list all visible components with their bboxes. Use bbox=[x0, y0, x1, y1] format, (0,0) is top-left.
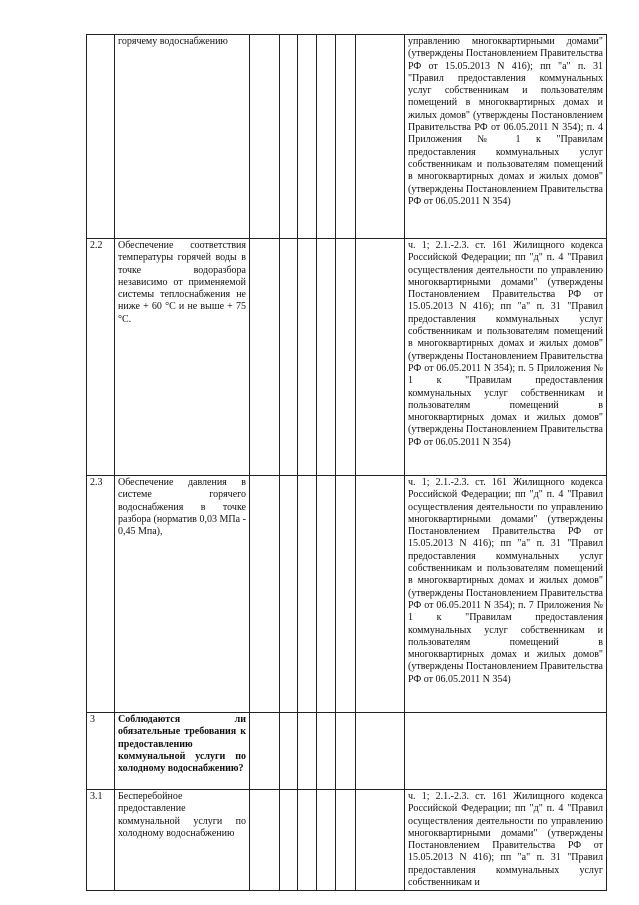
comment-cell bbox=[356, 476, 405, 713]
legal-reference bbox=[405, 713, 607, 790]
answer-cell-no bbox=[280, 35, 298, 239]
answer-cell-4 bbox=[317, 790, 336, 891]
answer-cell-na bbox=[298, 713, 317, 790]
checklist-table bbox=[86, 34, 607, 891]
row-number: 3.1 bbox=[87, 790, 115, 891]
answer-cell-yes bbox=[250, 35, 280, 239]
legal-reference: ч. 1; 2.1.-2.3. ст. 161 Жилищного кодекса Российской Федерации; пп "д" п. 4 "Правил осуществления деятельности по управлению многоквартирными домами" (утверждены Постановлением Правительства РФ от 15.05.2013 N 416); пп "а" п. 31 "Правил предоставления коммунальных услуг собственникам и пользователям помещений в многоквартирных домах и жилых домов" (утверждены Постановлением Правительства РФ от 06.05.2011 N 354); п. 7 Приложения № 1 к "Правилам предоставления коммунальных услуг собственникам и пользователям помещений в многоквартирных домах и жилых домов" (утверждены Постановлением Правительства РФ от 06.05.2011 N 354) bbox=[405, 476, 607, 713]
answer-cell-na bbox=[298, 35, 317, 239]
table-row-section bbox=[87, 713, 607, 790]
answer-cell-yes bbox=[250, 239, 280, 476]
row-number: 2.2 bbox=[87, 239, 115, 476]
requirement-text: Обеспечение соответствия температуры горячей воды в точке водоразбора независимо от применяемой системы теплоснабжения не ниже + 60 °С и не выше + 75 °С. bbox=[115, 239, 250, 476]
answer-cell-yes bbox=[250, 476, 280, 713]
answer-cell-no bbox=[280, 790, 298, 891]
requirement-text: горячему водоснабжению bbox=[115, 35, 250, 239]
answer-cell-5 bbox=[336, 713, 356, 790]
answer-cell-yes bbox=[250, 790, 280, 891]
row-number: 2.3 bbox=[87, 476, 115, 713]
answer-cell-no bbox=[280, 239, 298, 476]
comment-cell bbox=[356, 790, 405, 891]
answer-cell-5 bbox=[336, 790, 356, 891]
table-row bbox=[87, 239, 607, 476]
row-number bbox=[87, 35, 115, 239]
answer-cell-5 bbox=[336, 476, 356, 713]
table-row bbox=[87, 35, 607, 239]
answer-cell-na bbox=[298, 239, 317, 476]
comment-cell bbox=[356, 35, 405, 239]
legal-reference: ч. 1; 2.1.-2.3. ст. 161 Жилищного кодекса Российской Федерации; пп "д" п. 4 "Правил осуществления деятельности по управлению многоквартирными домами" (утверждены Постановлением Правительства РФ от 15.05.2013 N 416); пп "а" п. 31 "Правил предоставления коммунальных услуг собственникам и пользователям помещений в многоквартирных домах и жилых домов" (утверждены Постановлением Правительства РФ от 06.05.2011 N 354); п. 5 Приложения № 1 к "Правилам предоставления коммунальных услуг собственникам и пользователям помещений в многоквартирных домах и жилых домов" (утверждены Постановлением Правительства РФ от 06.05.2011 N 354) bbox=[405, 239, 607, 476]
table-row bbox=[87, 476, 607, 713]
answer-cell-4 bbox=[317, 713, 336, 790]
requirement-text: Обеспечение давления в системе горячего водоснабжения в точке разбора (норматив 0,03 МПа - 0,45 Мпа), bbox=[115, 476, 250, 713]
answer-cell-na bbox=[298, 476, 317, 713]
answer-cell-4 bbox=[317, 35, 336, 239]
legal-reference: ч. 1; 2.1.-2.3. ст. 161 Жилищного кодекса Российской Федерации; пп "д" п. 4 "Правил осуществления деятельности по управлению многоквартирными домами" (утверждены Постановлением Правительства РФ от 15.05.2013 N 416); пп "а" п. 31 "Правил предоставления коммунальных услуг собственникам и bbox=[405, 790, 607, 891]
answer-cell-no bbox=[280, 476, 298, 713]
section-question: Соблюдаются ли обязательные требования к предоставлению коммунальной услуги по холодному водоснабжению? bbox=[115, 713, 250, 790]
answer-cell-na bbox=[298, 790, 317, 891]
comment-cell bbox=[356, 239, 405, 476]
table-row bbox=[87, 790, 607, 891]
answer-cell-5 bbox=[336, 35, 356, 239]
answer-cell-5 bbox=[336, 239, 356, 476]
comment-cell bbox=[356, 713, 405, 790]
answer-cell-4 bbox=[317, 239, 336, 476]
answer-cell-yes bbox=[250, 713, 280, 790]
answer-cell-no bbox=[280, 713, 298, 790]
legal-reference: управлению многоквартирными домами" (утверждены Постановлением Правительства РФ от 15.05.2013 N 416); пп "а" п. 31 "Правил предоставления коммунальных услуг собственникам и пользователям помещений в многоквартирных домах и жилых домов" (утверждены Постановлением Правительства РФ от 06.05.2011 N 354); п. 4 Приложения № 1 к "Правилам предоставления коммунальных услуг собственникам и пользователям помещений в многоквартирных домах и жилых домов" (утверждены Постановлением Правительства РФ от 06.05.2011 N 354) bbox=[405, 35, 607, 239]
answer-cell-4 bbox=[317, 476, 336, 713]
requirement-text: Бесперебойное предоставление коммунальной услуги по холодному водоснабжению bbox=[115, 790, 250, 891]
section-number: 3 bbox=[87, 713, 115, 790]
